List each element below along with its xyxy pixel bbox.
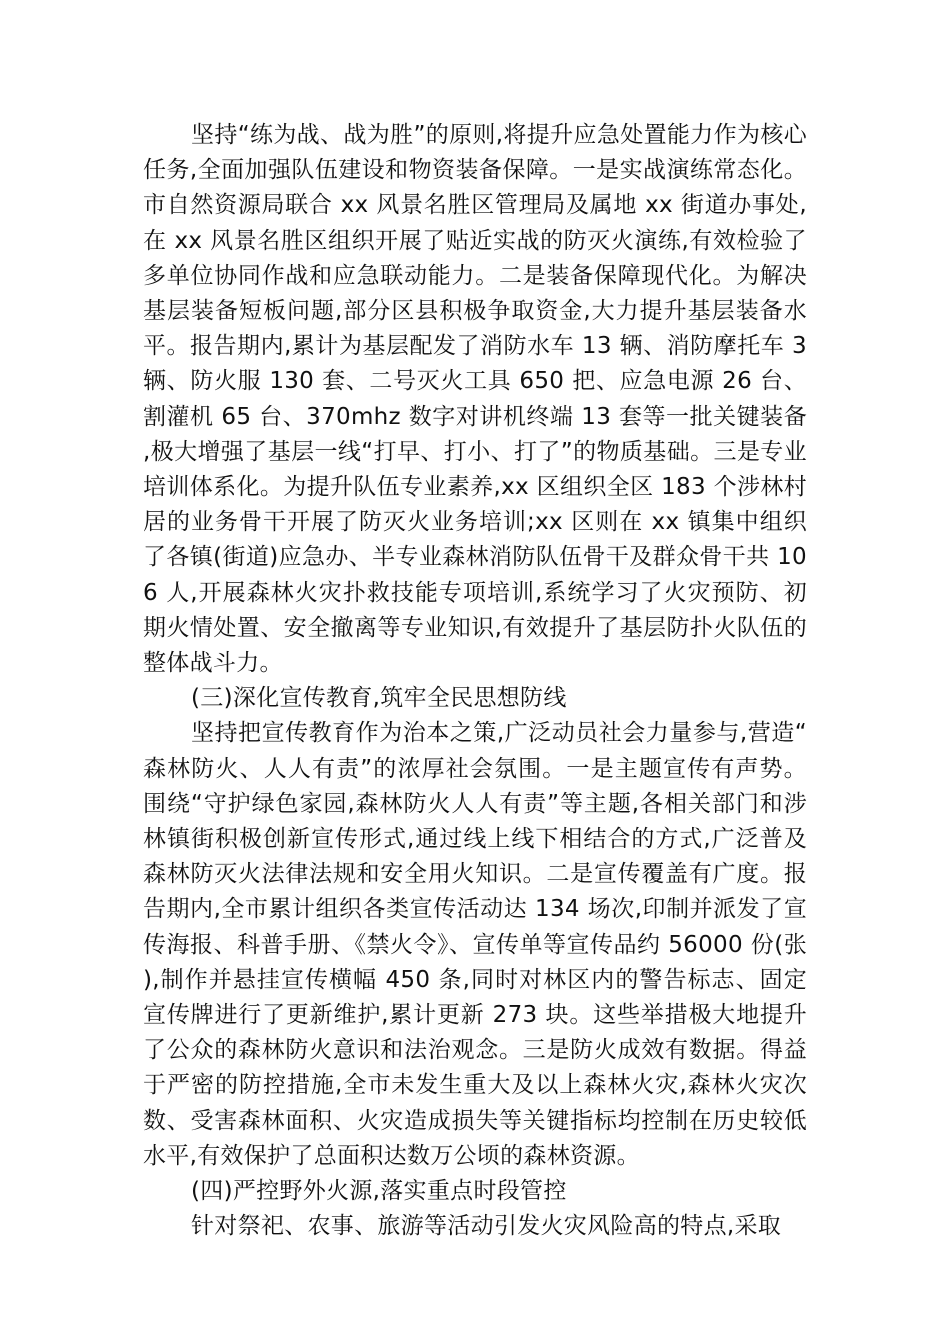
body-paragraph-emergency-capability: 坚持“练为战、战为胜”的原则,将提升应急处置能力作为核心任务,全面加强队伍建设和物资装备保障。一是实战演练常态化。市自然资源局联合 xx 风景名胜区管理局及属地 xx 街道办事处,在 xx 风景名胜区组织开展了贴近实战的防灭火演练,有效检验了多单位协同作战和应急联动能力。二是装备保障现代化。为解决基层装备短板问题,部分区县积极争取资金,大力提升基层装备水平。报告期内,累计为基层配发了消防水车 13 辆、消防摩托车 3 辆、防火服 130 套、二号灭火工具 650 把、应急电源 26 台、割灌机 65 台、370mhz 数字对讲机终端 13 套等一批关键装备,极大增强了基层一线“打早、打小、打了”的物质基础。三是专业培训体系化。为提升队伍专业素养,xx 区组织全区 183 个涉林村居的业务骨干开展了防灭火业务培训;xx 区则在 xx 镇集中组织了各镇(街道)应急办、半专业森林消防队伍骨干及群众骨干共 106 人,开展森林火灾扑救技能专项培训,系统学习了火灾预防、初期火情处置、安全撤离等专业知识,有效提升了基层防扑火队伍的整体战斗力。 [143,122,807,677]
document-body [143,118,807,1245]
body-paragraph-publicity-education: 坚持把宣传教育作为治本之策,广泛动员社会力量参与,营造“森林防火、人人有责”的浓厚社会氛围。一是主题宣传有声势。围绕“守护绿色家园,森林防火人人有责”等主题,各相关部门和涉林镇街积极创新宣传形式,通过线上线下相结合的方式,广泛普及森林防灭火法律法规和安全用火知识。二是宣传覆盖有广度。报告期内,全市累计组织各类宣传活动达 134 场次,印制并派发了宣传海报、科普手册、《禁火令》、宣传单等宣传品约 56000 份(张),制作并悬挂宣传横幅 450 条,同时对林区内的警告标志、固定宣传牌进行了更新维护,累计更新 273 块。这些举措极大地提升了公众的森林防火意识和法治观念。三是防火成效有数据。得益于严密的防控措施,全市未发生重大及以上森林火灾,森林火灾次数、受害森林面积、火灾造成损失等关键指标均控制在历史较低水平,有效保护了总面积达数万公顷的森林资源。 [143,720,807,1169]
body-paragraph-fire-source-control: 针对祭祀、农事、旅游等活动引发火灾风险高的特点,采取 [191,1213,782,1240]
section-heading-publicity-education: (三)深化宣传教育,筑牢全民思想防线 [191,685,567,712]
section-heading-fire-source-control: (四)严控野外火源,落实重点时段管控 [191,1178,567,1205]
